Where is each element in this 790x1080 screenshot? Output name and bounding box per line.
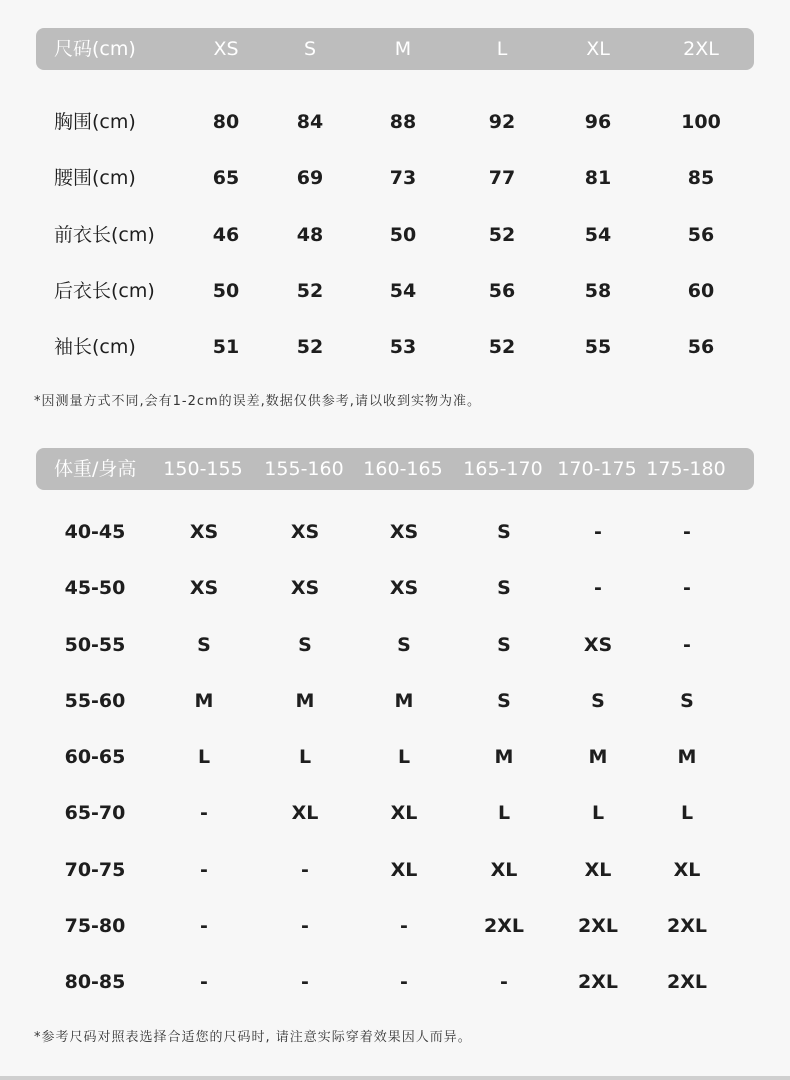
reference-cell: -	[594, 577, 602, 599]
reference-header-col: 155-160	[264, 458, 344, 480]
reference-row	[0, 906, 790, 946]
reference-row	[0, 737, 790, 777]
reference-cell: S	[497, 634, 511, 656]
reference-cell: L	[298, 746, 312, 768]
reference-row-label: 70-75	[64, 859, 126, 881]
reference-row	[0, 962, 790, 1002]
reference-row-label: 75-80	[64, 915, 126, 937]
reference-table-header	[36, 448, 754, 490]
size-cell: 52	[296, 280, 324, 302]
reference-cell: -	[400, 971, 408, 993]
size-row-label: 前衣长(cm)	[54, 224, 155, 246]
reference-cell: XS	[389, 577, 419, 599]
size-cell: 77	[488, 167, 516, 189]
size-cell: 52	[488, 336, 516, 358]
reference-cell: -	[683, 634, 691, 656]
reference-cell: S	[397, 634, 411, 656]
size-cell: 73	[389, 167, 417, 189]
reference-cell: S	[298, 634, 312, 656]
reference-cell: L	[197, 746, 211, 768]
reference-row-label: 55-60	[64, 690, 126, 712]
size-cell: 80	[212, 111, 240, 133]
size-header-l: L	[496, 38, 508, 60]
size-row-back-length	[0, 271, 790, 311]
reference-cell: S	[497, 521, 511, 543]
size-row-label: 后衣长(cm)	[54, 280, 155, 302]
reference-cell: S	[591, 690, 605, 712]
reference-cell: XS	[389, 521, 419, 543]
reference-cell: XS	[290, 577, 320, 599]
reference-header-col: 165-170	[463, 458, 543, 480]
reference-cell: -	[683, 577, 691, 599]
reference-cell: 2XL	[484, 915, 524, 937]
reference-cell: XL	[390, 802, 418, 824]
size-cell: 69	[296, 167, 324, 189]
reference-cell: M	[295, 690, 315, 712]
reference-cell: M	[494, 746, 514, 768]
reference-table-note: *参考尺码对照表选择合适您的尺码时, 请注意实际穿着效果因人而异。	[34, 1030, 472, 1045]
size-cell: 56	[687, 224, 715, 246]
size-cell: 51	[212, 336, 240, 358]
reference-cell: 2XL	[578, 915, 618, 937]
reference-cell: 2XL	[667, 915, 707, 937]
reference-cell: S	[680, 690, 694, 712]
reference-cell: -	[301, 915, 309, 937]
size-cell: 60	[687, 280, 715, 302]
size-cell: 88	[389, 111, 417, 133]
reference-cell: -	[301, 971, 309, 993]
reference-cell: M	[194, 690, 214, 712]
size-row-waist	[0, 158, 790, 198]
reference-row-label: 50-55	[64, 634, 126, 656]
size-cell: 52	[296, 336, 324, 358]
size-row-label: 袖长(cm)	[54, 336, 136, 358]
reference-cell: -	[400, 915, 408, 937]
bottom-divider	[0, 1076, 790, 1080]
reference-row	[0, 625, 790, 665]
reference-cell: 2XL	[578, 971, 618, 993]
reference-row-label: 65-70	[64, 802, 126, 824]
size-table-header	[36, 28, 754, 70]
reference-cell: M	[588, 746, 608, 768]
reference-cell: -	[301, 859, 309, 881]
reference-cell: M	[394, 690, 414, 712]
reference-cell: XL	[673, 859, 701, 881]
size-header-2xl: 2XL	[683, 38, 719, 60]
reference-row	[0, 681, 790, 721]
size-table-note: *因测量方式不同,会有1-2cm的误差,数据仅供参考,请以收到实物为准。	[34, 394, 481, 409]
reference-cell: -	[200, 915, 208, 937]
reference-cell: -	[200, 971, 208, 993]
size-header-m: M	[394, 38, 412, 60]
size-cell: 48	[296, 224, 324, 246]
reference-cell: XL	[390, 859, 418, 881]
size-cell: 96	[584, 111, 612, 133]
reference-cell: -	[200, 859, 208, 881]
reference-row	[0, 793, 790, 833]
size-cell: 53	[389, 336, 417, 358]
size-cell: 55	[584, 336, 612, 358]
size-row-label: 腰围(cm)	[54, 167, 136, 189]
reference-cell: -	[200, 802, 208, 824]
reference-row-label: 80-85	[64, 971, 126, 993]
reference-cell: XS	[583, 634, 613, 656]
reference-cell: XS	[189, 577, 219, 599]
size-cell: 50	[212, 280, 240, 302]
reference-cell: -	[683, 521, 691, 543]
size-header-xs: XS	[213, 38, 239, 60]
size-cell: 56	[488, 280, 516, 302]
size-cell: 46	[212, 224, 240, 246]
reference-cell: S	[497, 577, 511, 599]
reference-cell: S	[497, 690, 511, 712]
reference-cell: XL	[490, 859, 518, 881]
reference-header-col: 170-175	[557, 458, 637, 480]
size-cell: 100	[681, 111, 721, 133]
size-cell: 54	[389, 280, 417, 302]
size-row-label: 胸围(cm)	[54, 111, 136, 133]
size-cell: 50	[389, 224, 417, 246]
reference-cell: XS	[189, 521, 219, 543]
reference-header-col: 175-180	[646, 458, 726, 480]
reference-cell: XL	[291, 802, 319, 824]
reference-cell: S	[197, 634, 211, 656]
size-cell: 52	[488, 224, 516, 246]
size-header-xl: XL	[586, 38, 610, 60]
size-cell: 84	[296, 111, 324, 133]
size-header-s: S	[303, 38, 317, 60]
size-cell: 92	[488, 111, 516, 133]
reference-row	[0, 568, 790, 608]
size-cell: 81	[584, 167, 612, 189]
size-row-front-length	[0, 215, 790, 255]
reference-header-col: 160-165	[363, 458, 443, 480]
size-cell: 58	[584, 280, 612, 302]
size-cell: 56	[687, 336, 715, 358]
size-row-chest	[0, 102, 790, 142]
size-cell: 65	[212, 167, 240, 189]
reference-row-label: 60-65	[64, 746, 126, 768]
reference-cell: L	[680, 802, 694, 824]
reference-row	[0, 850, 790, 890]
reference-cell: L	[397, 746, 411, 768]
reference-header-label: 体重/身高	[54, 458, 137, 480]
size-cell: 85	[687, 167, 715, 189]
reference-cell: XS	[290, 521, 320, 543]
reference-cell: XL	[584, 859, 612, 881]
reference-cell: M	[677, 746, 697, 768]
reference-row-label: 45-50	[64, 577, 126, 599]
size-row-sleeve	[0, 327, 790, 367]
reference-cell: 2XL	[667, 971, 707, 993]
reference-cell: -	[594, 521, 602, 543]
reference-header-col: 150-155	[163, 458, 243, 480]
reference-cell: -	[500, 971, 508, 993]
reference-row-label: 40-45	[64, 521, 126, 543]
size-cell: 54	[584, 224, 612, 246]
reference-row	[0, 512, 790, 552]
size-header-label: 尺码(cm)	[54, 38, 136, 60]
reference-cell: L	[591, 802, 605, 824]
reference-cell: L	[497, 802, 511, 824]
